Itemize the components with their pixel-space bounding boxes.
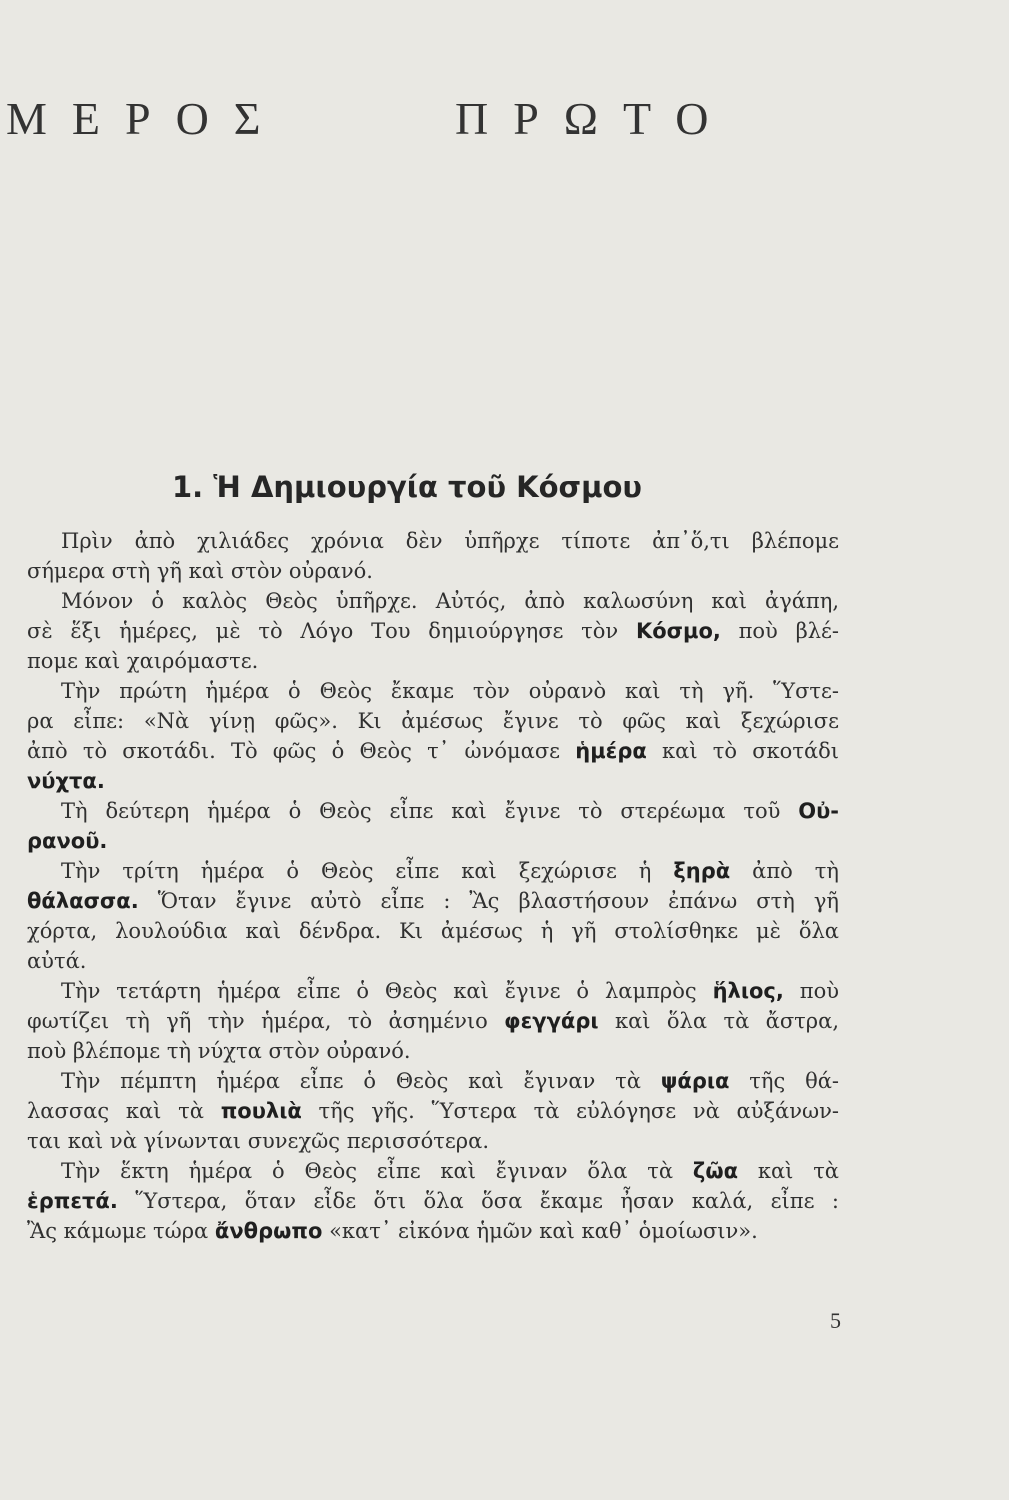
text-line: αὐτά. (27, 949, 87, 973)
text-line: ἀπὸ τὸ σκοτάδι. Τὸ φῶς ὁ Θεὸς τ᾿ ὠνόμασε ἡμέρα καὶ τὸ σκοτάδι (27, 739, 839, 763)
text-line: σὲ ἕξι ἡμέρες, μὲ τὸ Λόγο Του δημιούργησε τὸν Κόσμο, ποὺ βλέ- (27, 619, 839, 643)
text-line: πομε καὶ χαιρόμαστε. (27, 649, 259, 673)
part-title-word-2: ΠΡΩΤΟ (455, 93, 734, 144)
chapter-title: 1. Ἡ Δημιουργία τοῦ Κόσμου (172, 470, 642, 504)
text-line: Τὴ δεύτερη ἡμέρα ὁ Θεὸς εἶπε καὶ ἔγινε τὸ στερέωμα τοῦ Οὐ- (61, 799, 839, 823)
text-line: Τὴν τρίτη ἡμέρα ὁ Θεὸς εἶπε καὶ ξεχώρισε ἡ ξηρὰ ἀπὸ τὴ (61, 859, 839, 883)
text-line: Μόνον ὁ καλὸς Θεὸς ὑπῆρχε. Αὐτός, ἀπὸ καλωσύνη καὶ ἀγάπη, (61, 589, 839, 613)
body-text (27, 526, 839, 1246)
text-line: χόρτα, λουλούδια καὶ δένδρα. Κι ἀμέσως ἡ γῆ στολίσθηκε μὲ ὅλα (27, 919, 839, 943)
text-line: Τὴν ἕκτη ἡμέρα ὁ Θεὸς εἶπε καὶ ἔγιναν ὅλα τὰ ζῶα καὶ τὰ (61, 1159, 839, 1183)
text-line: ρα εἶπε: «Νὰ γίνῃ φῶς». Κι ἀμέσως ἔγινε τὸ φῶς καὶ ξεχώρισε (27, 709, 839, 733)
text-line: ἑρπετά. Ὕστερα, ὅταν εἶδε ὅτι ὅλα ὅσα ἔκαμε ἦσαν καλά, εἶπε : (27, 1189, 839, 1213)
text-line: Τὴν πέμπτη ἡμέρα εἶπε ὁ Θεὸς καὶ ἔγιναν τὰ ψάρια τῆς θά- (61, 1069, 839, 1093)
text-line: ποὺ βλέπομε τὴ νύχτα στὸν οὐρανό. (27, 1039, 411, 1063)
text-line: θάλασσα. Ὅταν ἔγινε αὐτὸ εἶπε : Ἂς βλαστήσουν ἐπάνω στὴ γῆ (27, 889, 839, 913)
text-line: φωτίζει τὴ γῆ τὴν ἡμέρα, τὸ ἀσημένιο φεγγάρι καὶ ὅλα τὰ ἄστρα, (27, 1009, 839, 1033)
text-line: Τὴν τετάρτη ἡμέρα εἶπε ὁ Θεὸς καὶ ἔγινε ὁ λαμπρὸς ἥλιος, ποὺ (61, 979, 839, 1003)
text-line: σήμερα στὴ γῆ καὶ στὸν οὐρανό. (27, 559, 373, 583)
page-number: 5 (830, 1308, 841, 1333)
text-line: Ἂς κάμωμε τώρα ἄνθρωπο «κατ᾿ εἰκόνα ἡμῶν καὶ καθ᾿ ὁμοίωσιν». (27, 1219, 758, 1243)
text-line: Τὴν πρώτη ἡμέρα ὁ Θεὸς ἔκαμε τὸν οὐρανὸ καὶ τὴ γῆ. Ὕστε- (61, 679, 839, 703)
part-title-word-1: ΜΕΡΟΣ (6, 93, 286, 144)
text-line: λασσας καὶ τὰ πουλιὰ τῆς γῆς. Ὕστερα τὰ εὐλόγησε νὰ αὐξάνων- (27, 1099, 839, 1123)
text-line: ρανοῦ. (27, 829, 108, 853)
text-line: Πρὶν ἀπὸ χιλιάδες χρόνια δὲν ὑπῆρχε τίποτε ἀπ᾿ὅ,τι βλέπομε (61, 529, 839, 553)
text-line: νύχτα. (27, 769, 105, 793)
text-line: ται καὶ νὰ γίνωνται συνεχῶς περισσότερα. (27, 1129, 489, 1153)
